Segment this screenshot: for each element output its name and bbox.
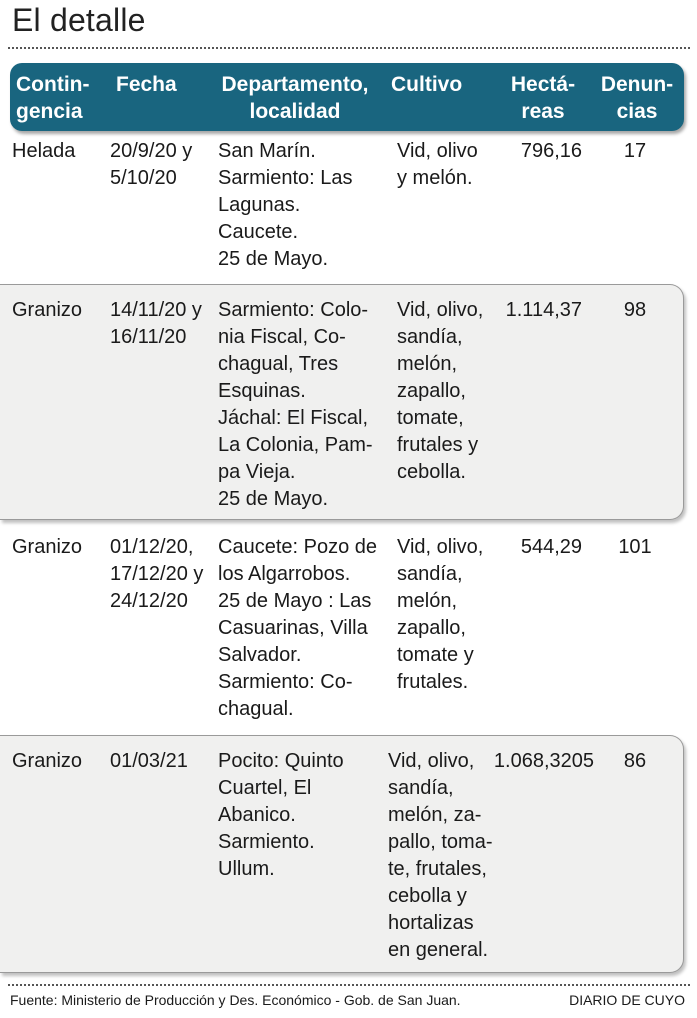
table-row — [0, 735, 684, 973]
publisher-brand: DIARIO DE CUYO — [569, 992, 685, 1008]
cell-cultivo: Vid, olivo, sandía, melón, zapallo, tomate, frutales y cebolla. — [397, 299, 484, 483]
header-denuncias — [594, 71, 680, 125]
table-row — [0, 284, 684, 520]
cell-denuncias: 101 — [618, 536, 652, 558]
header-denuncias-label: Denun- cias — [600, 73, 674, 123]
cell-departamento: Caucete: Pozo de los Algarrobos. 25 de Mayo : Las Casuarinas, Villa Salvador. Sarmiento: Co- chagual. — [218, 536, 377, 720]
table-header — [10, 63, 684, 131]
cell-contingencia: Helada — [12, 140, 76, 162]
cell-cultivo: Vid, olivo y melón. — [397, 140, 478, 189]
cell-cultivo: Vid, olivo, sandía, melón, zapallo, tomate y frutales. — [397, 536, 484, 693]
cell-contingencia: Granizo — [12, 750, 83, 772]
header-cultivo-label: Cultivo — [391, 73, 463, 96]
header-departamento-label: Departamento, localidad — [221, 73, 369, 123]
header-departamento — [202, 71, 388, 125]
source-note: Fuente: Ministerio de Producción y Des. Económico - Gob. de San Juan. — [10, 992, 461, 1008]
cell-fecha: 01/12/20, 17/12/20 y 24/12/20 — [110, 536, 204, 612]
table-row — [0, 522, 683, 727]
header-hectareas-label: Hectá- reas — [510, 73, 576, 123]
cell-hectareas: 796,16 — [520, 140, 582, 162]
cell-denuncias: 98 — [623, 299, 647, 321]
cell-departamento: San Marín. Sarmiento: Las Lagunas. Caucete. 25 de Mayo. — [218, 140, 353, 270]
top-dotted-divider — [8, 47, 690, 49]
cell-fecha: 14/11/20 y 16/11/20 — [110, 299, 202, 348]
cell-departamento: Pocito: Quinto Cuartel, El Abanico. Sarmiento. Ullum. — [218, 750, 344, 880]
table-row — [0, 126, 683, 276]
bottom-dotted-divider — [8, 984, 690, 986]
cell-contingencia: Granizo — [12, 536, 83, 558]
cell-fecha: 01/03/21 — [110, 750, 188, 772]
cell-departamento: Sarmiento: Colo- nia Fiscal, Co- chagual, Tres Esquinas. Jáchal: El Fiscal, La Colonia, Pam- pa Vieja. 25 de Mayo. — [218, 299, 373, 510]
header-fecha — [116, 71, 177, 98]
cell-contingencia: Granizo — [12, 299, 83, 321]
header-contingencia-label: Contin- gencia — [16, 73, 90, 123]
cell-fecha: 20/9/20 y 5/10/20 — [110, 140, 193, 189]
cell-denuncias: 86 — [623, 750, 647, 772]
header-fecha-label: Fecha — [116, 73, 177, 96]
cell-hectareas: 1.068,3205 — [493, 750, 594, 772]
cell-cultivo: Vid, olivo, sandía, melón, za- pallo, toma- te, frutales, cebolla y hortalizas en general. — [388, 750, 493, 961]
page-title: El detalle — [12, 2, 146, 38]
header-contingencia — [16, 71, 89, 125]
header-hectareas — [504, 71, 582, 125]
cell-hectareas: 1.114,37 — [505, 299, 582, 321]
cell-hectareas: 544,29 — [520, 536, 582, 558]
cell-denuncias: 17 — [623, 140, 647, 162]
header-cultivo — [391, 71, 462, 98]
